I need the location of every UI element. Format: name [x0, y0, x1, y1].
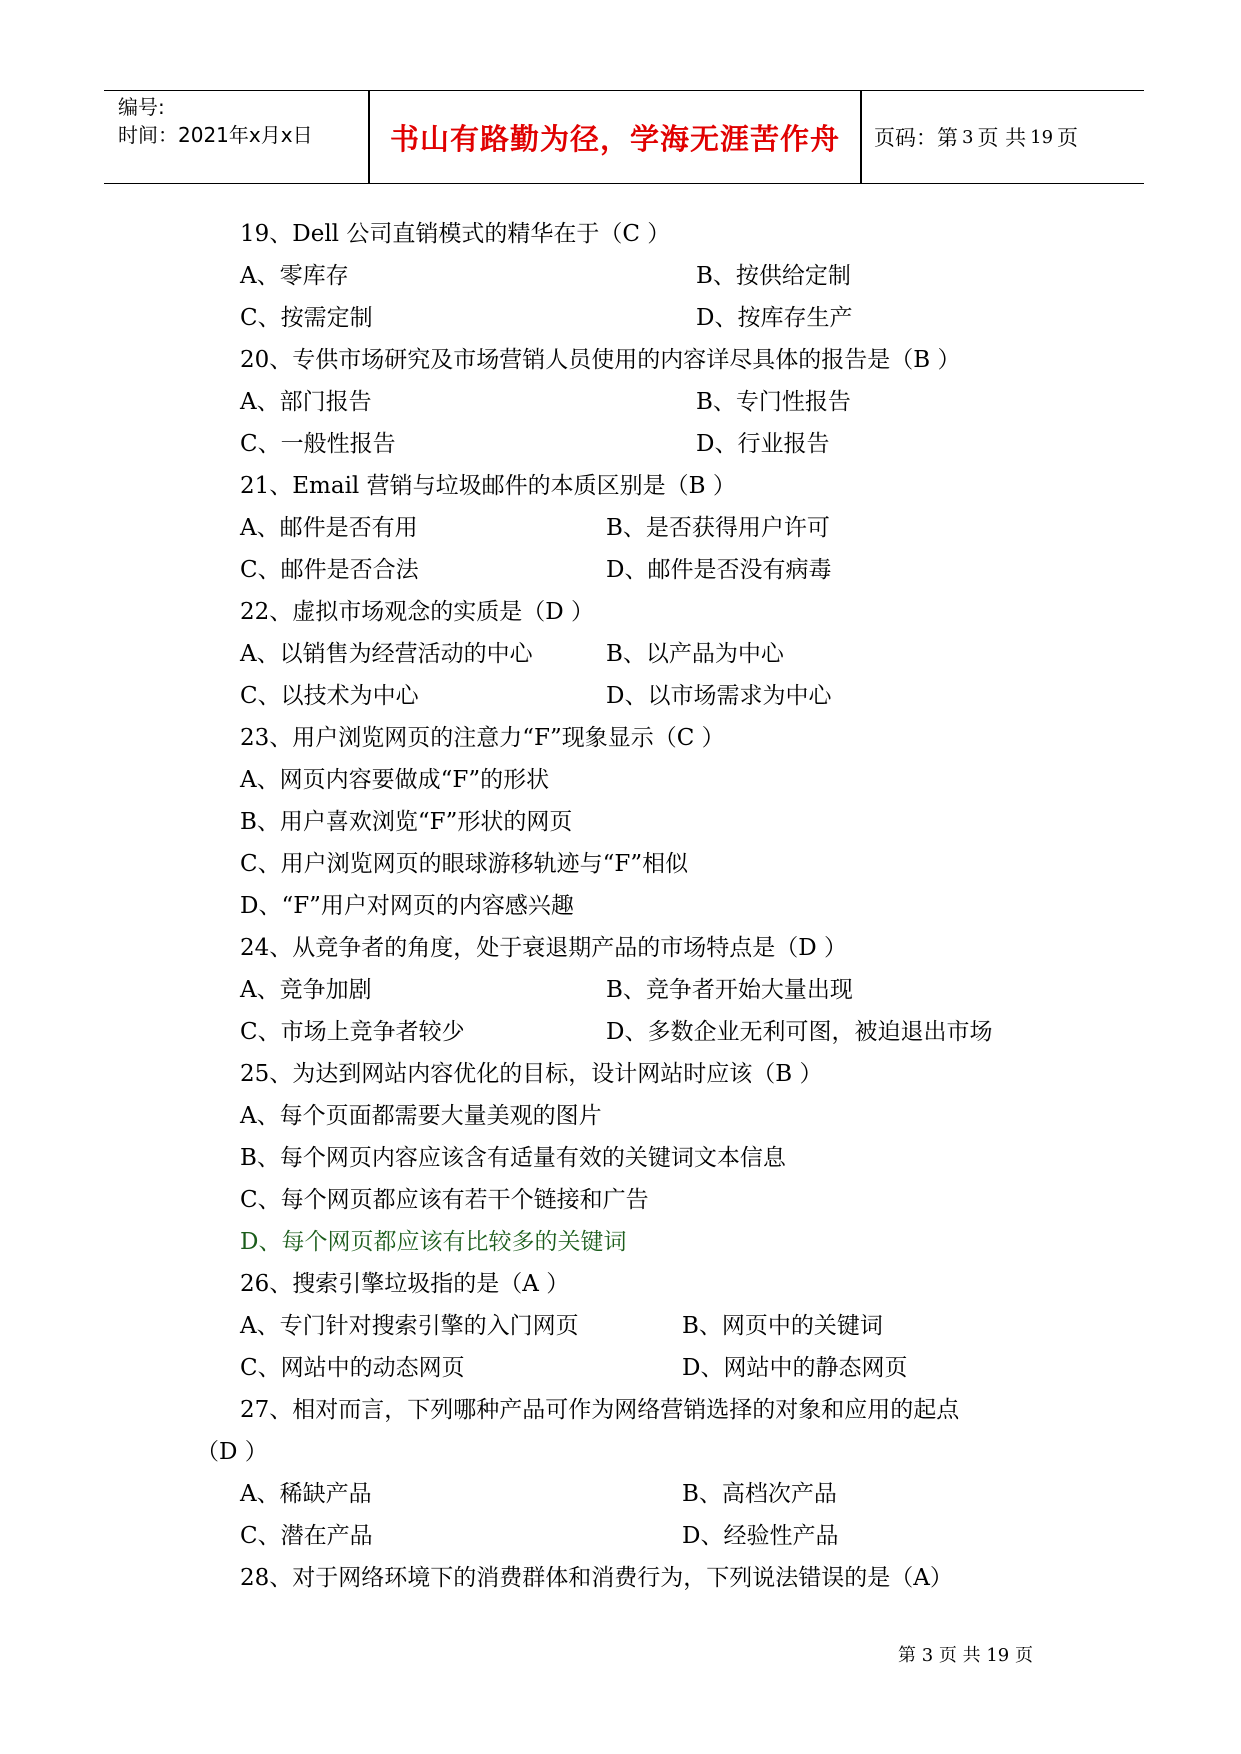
- option-b: B、网页中的关键词: [682, 1313, 883, 1339]
- option-a: A、每个页面都需要大量美观的图片: [240, 1103, 602, 1129]
- page-suffix: 页: [1057, 126, 1079, 150]
- page-footer: 第 3 页 共 19 页: [898, 1645, 1033, 1666]
- option-d: D、以市场需求为中心: [606, 683, 832, 709]
- page-mid: 页 共: [977, 126, 1027, 150]
- option-a: A、零库存: [240, 263, 349, 289]
- option-a: A、以销售为经营活动的中心: [240, 641, 533, 667]
- option-b: B、按供给定制: [696, 263, 851, 289]
- option-d: D、经验性产品: [682, 1523, 839, 1549]
- option-c: C、一般性报告: [240, 431, 396, 457]
- question-stem-cont: （D ）: [196, 1439, 268, 1465]
- serial-label: 编号:: [118, 95, 165, 119]
- option-c: C、邮件是否合法: [240, 557, 419, 583]
- option-a: A、专门针对搜索引擎的入门网页: [240, 1313, 579, 1339]
- header-motto: 书山有路勤为径，学海无涯苦作舟: [389, 121, 840, 156]
- page-total: 19: [1030, 126, 1054, 148]
- question-stem: 23、用户浏览网页的注意力“F”现象显示（C ）: [240, 725, 725, 751]
- question-stem: 25、为达到网站内容优化的目标，设计网站时应该（B ）: [240, 1061, 823, 1087]
- option-a: A、邮件是否有用: [240, 515, 418, 541]
- option-c: C、按需定制: [240, 305, 373, 331]
- header-page-info: [874, 91, 1078, 183]
- option-b: B、竞争者开始大量出现: [606, 977, 853, 1003]
- option-b: B、专门性报告: [696, 389, 851, 415]
- option-c: C、每个网页都应该有若干个链接和广告: [240, 1187, 649, 1213]
- header-divider: [860, 91, 862, 183]
- page-header: [104, 90, 1144, 184]
- option-b: B、每个网页内容应该含有适量有效的关键词文本信息: [240, 1145, 786, 1171]
- option-d: D、多数企业无利可图，被迫退出市场: [606, 1019, 993, 1045]
- question-stem: 26、搜索引擎垃圾指的是（A ）: [240, 1271, 570, 1297]
- header-meta: [118, 93, 368, 149]
- option-d: D、每个网页都应该有比较多的关键词: [240, 1229, 627, 1255]
- option-a: A、稀缺产品: [240, 1481, 372, 1507]
- question-stem: 24、从竞争者的角度，处于衰退期产品的市场特点是（D ）: [240, 935, 848, 961]
- page-number: 3: [962, 126, 974, 148]
- option-c: C、市场上竞争者较少: [240, 1019, 465, 1045]
- option-b: B、是否获得用户许可: [606, 515, 830, 541]
- option-d: D、行业报告: [696, 431, 830, 457]
- option-b: B、高档次产品: [682, 1481, 837, 1507]
- question-stem: 20、专供市场研究及市场营销人员使用的内容详尽具体的报告是（B ）: [240, 347, 961, 373]
- option-b: B、以产品为中心: [606, 641, 784, 667]
- option-a: A、部门报告: [240, 389, 372, 415]
- option-d: D、按库存生产: [696, 305, 853, 331]
- option-a: A、竞争加剧: [240, 977, 372, 1003]
- option-d: D、“F”用户对网页的内容感兴趣: [240, 893, 574, 919]
- question-stem: 21、Email 营销与垃圾邮件的本质区别是（B ）: [240, 473, 736, 499]
- option-d: D、邮件是否没有病毒: [606, 557, 832, 583]
- question-stem: 19、Dell 公司直销模式的精华在于（C ）: [240, 221, 671, 247]
- option-c: C、潜在产品: [240, 1523, 373, 1549]
- option-b: B、用户喜欢浏览“F”形状的网页: [240, 809, 573, 835]
- option-c: C、用户浏览网页的眼球游移轨迹与“F”相似: [240, 851, 689, 877]
- option-c: C、网站中的动态网页: [240, 1355, 465, 1381]
- option-d: D、网站中的静态网页: [682, 1355, 908, 1381]
- option-c: C、以技术为中心: [240, 683, 419, 709]
- option-a: A、网页内容要做成“F”的形状: [240, 767, 550, 793]
- page-prefix: 页码：第: [874, 126, 958, 150]
- question-stem: 27、相对而言，下列哪种产品可作为网络营销选择的对象和应用的起点: [240, 1397, 960, 1423]
- question-stem: 28、对于网络环境下的消费群体和消费行为，下列说法错误的是（A）: [240, 1565, 953, 1591]
- time-label: 时间：2021年x月x日: [118, 123, 313, 147]
- question-stem: 22、虚拟市场观念的实质是（D ）: [240, 599, 595, 625]
